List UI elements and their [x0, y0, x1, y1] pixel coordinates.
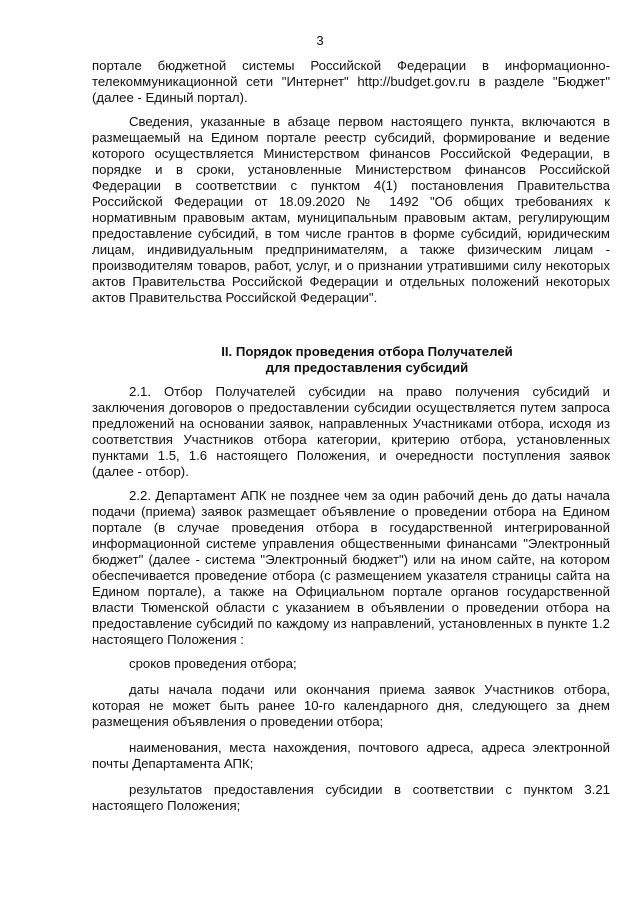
paragraph-2-1: 2.1. Отбор Получателей субсидии на право получения субсидий и заключения договоров о предоставлении субсидии осуществляется путем запроса предложений на основании заявок, направленных Участниками отбора, исходя из соответствия Участников отбора категории, критерию отбора, установленных пунктами 1.5, 1.6 настоящего Положения, и очередности поступления заявок (далее - отбор).: [92, 384, 610, 479]
paragraph-continuation: порталe бюджетной системы Российской Федерации в информационно-телекоммуникационной сети "Интернет" http://budget.gov.ru в разделе "Бюджет" (далее - Единый портал).: [92, 58, 610, 105]
list-item: даты начала подачи или окончания приема заявок Участников отбора, которая не может быть ранее 10-го календарного дня, следующего за днем размещения объявления о проведении отбора;: [92, 682, 610, 729]
paragraph-2-2: 2.2. Департамент АПК не позднее чем за один рабочий день до даты начала подачи (приема) заявок размещает объявление о проведении отбора на Едином портале (в случае проведения отбора в государственной интегрированной информационной системе управления общественными финансами "Электронный бюджет" (далее - система "Электронный бюджет") или на ином сайте, на котором обеспечивается проведение отбора (с размещением указателя страницы сайта на Едином портале), а также на Официальном портале органов государственной власти Тюменской области с указанием в объявлении о проведении отбора на предоставление субсидий по каждому из направлений, установленных в пункте 1.2 настоящего Положения :: [92, 488, 610, 647]
list-item: сроков проведения отбора;: [129, 656, 297, 671]
section-heading: [92, 344, 610, 376]
paragraph-registry-info: Сведения, указанные в абзаце первом настоящего пункта, включаются в размещаемый на Едином портале реестр субсидий, формирование и ведение которого осуществляется Министерством финансов Российской Федерации, в порядке и в сроки, установленные Министерством финансов Российской Федерации в соответствии с пунктом 4(1) постановления Правительства Российской Федерации от 18.09.2020 № 1492 "Об общих требованиях к нормативным правовым актам, муниципальным правовым актам, регулирующим предоставление субсидий, в том числе грантов в форме субсидий, юридическим лицам, индивидуальным предпринимателям, а также физическим лицам - производителям товаров, работ, услуг, и о признании утратившими силу некоторых актов Правительства Российской Федерации и отдельных положений некоторых актов Правительства Российской Федерации".: [92, 114, 610, 305]
list-item: результатов предоставления субсидии в соответствии с пунктом 3.21 настоящего Положения;: [92, 782, 610, 813]
document-body: [92, 58, 610, 824]
section-heading-line-2: для предоставления субсидий: [265, 360, 469, 375]
list-item: наименования, места нахождения, почтового адреса, адреса электронной почты Департамента АПК;: [92, 740, 610, 771]
section-heading-line-1: II. Порядок проведения отбора Получателей: [221, 344, 513, 359]
page-number: 3: [316, 33, 324, 48]
